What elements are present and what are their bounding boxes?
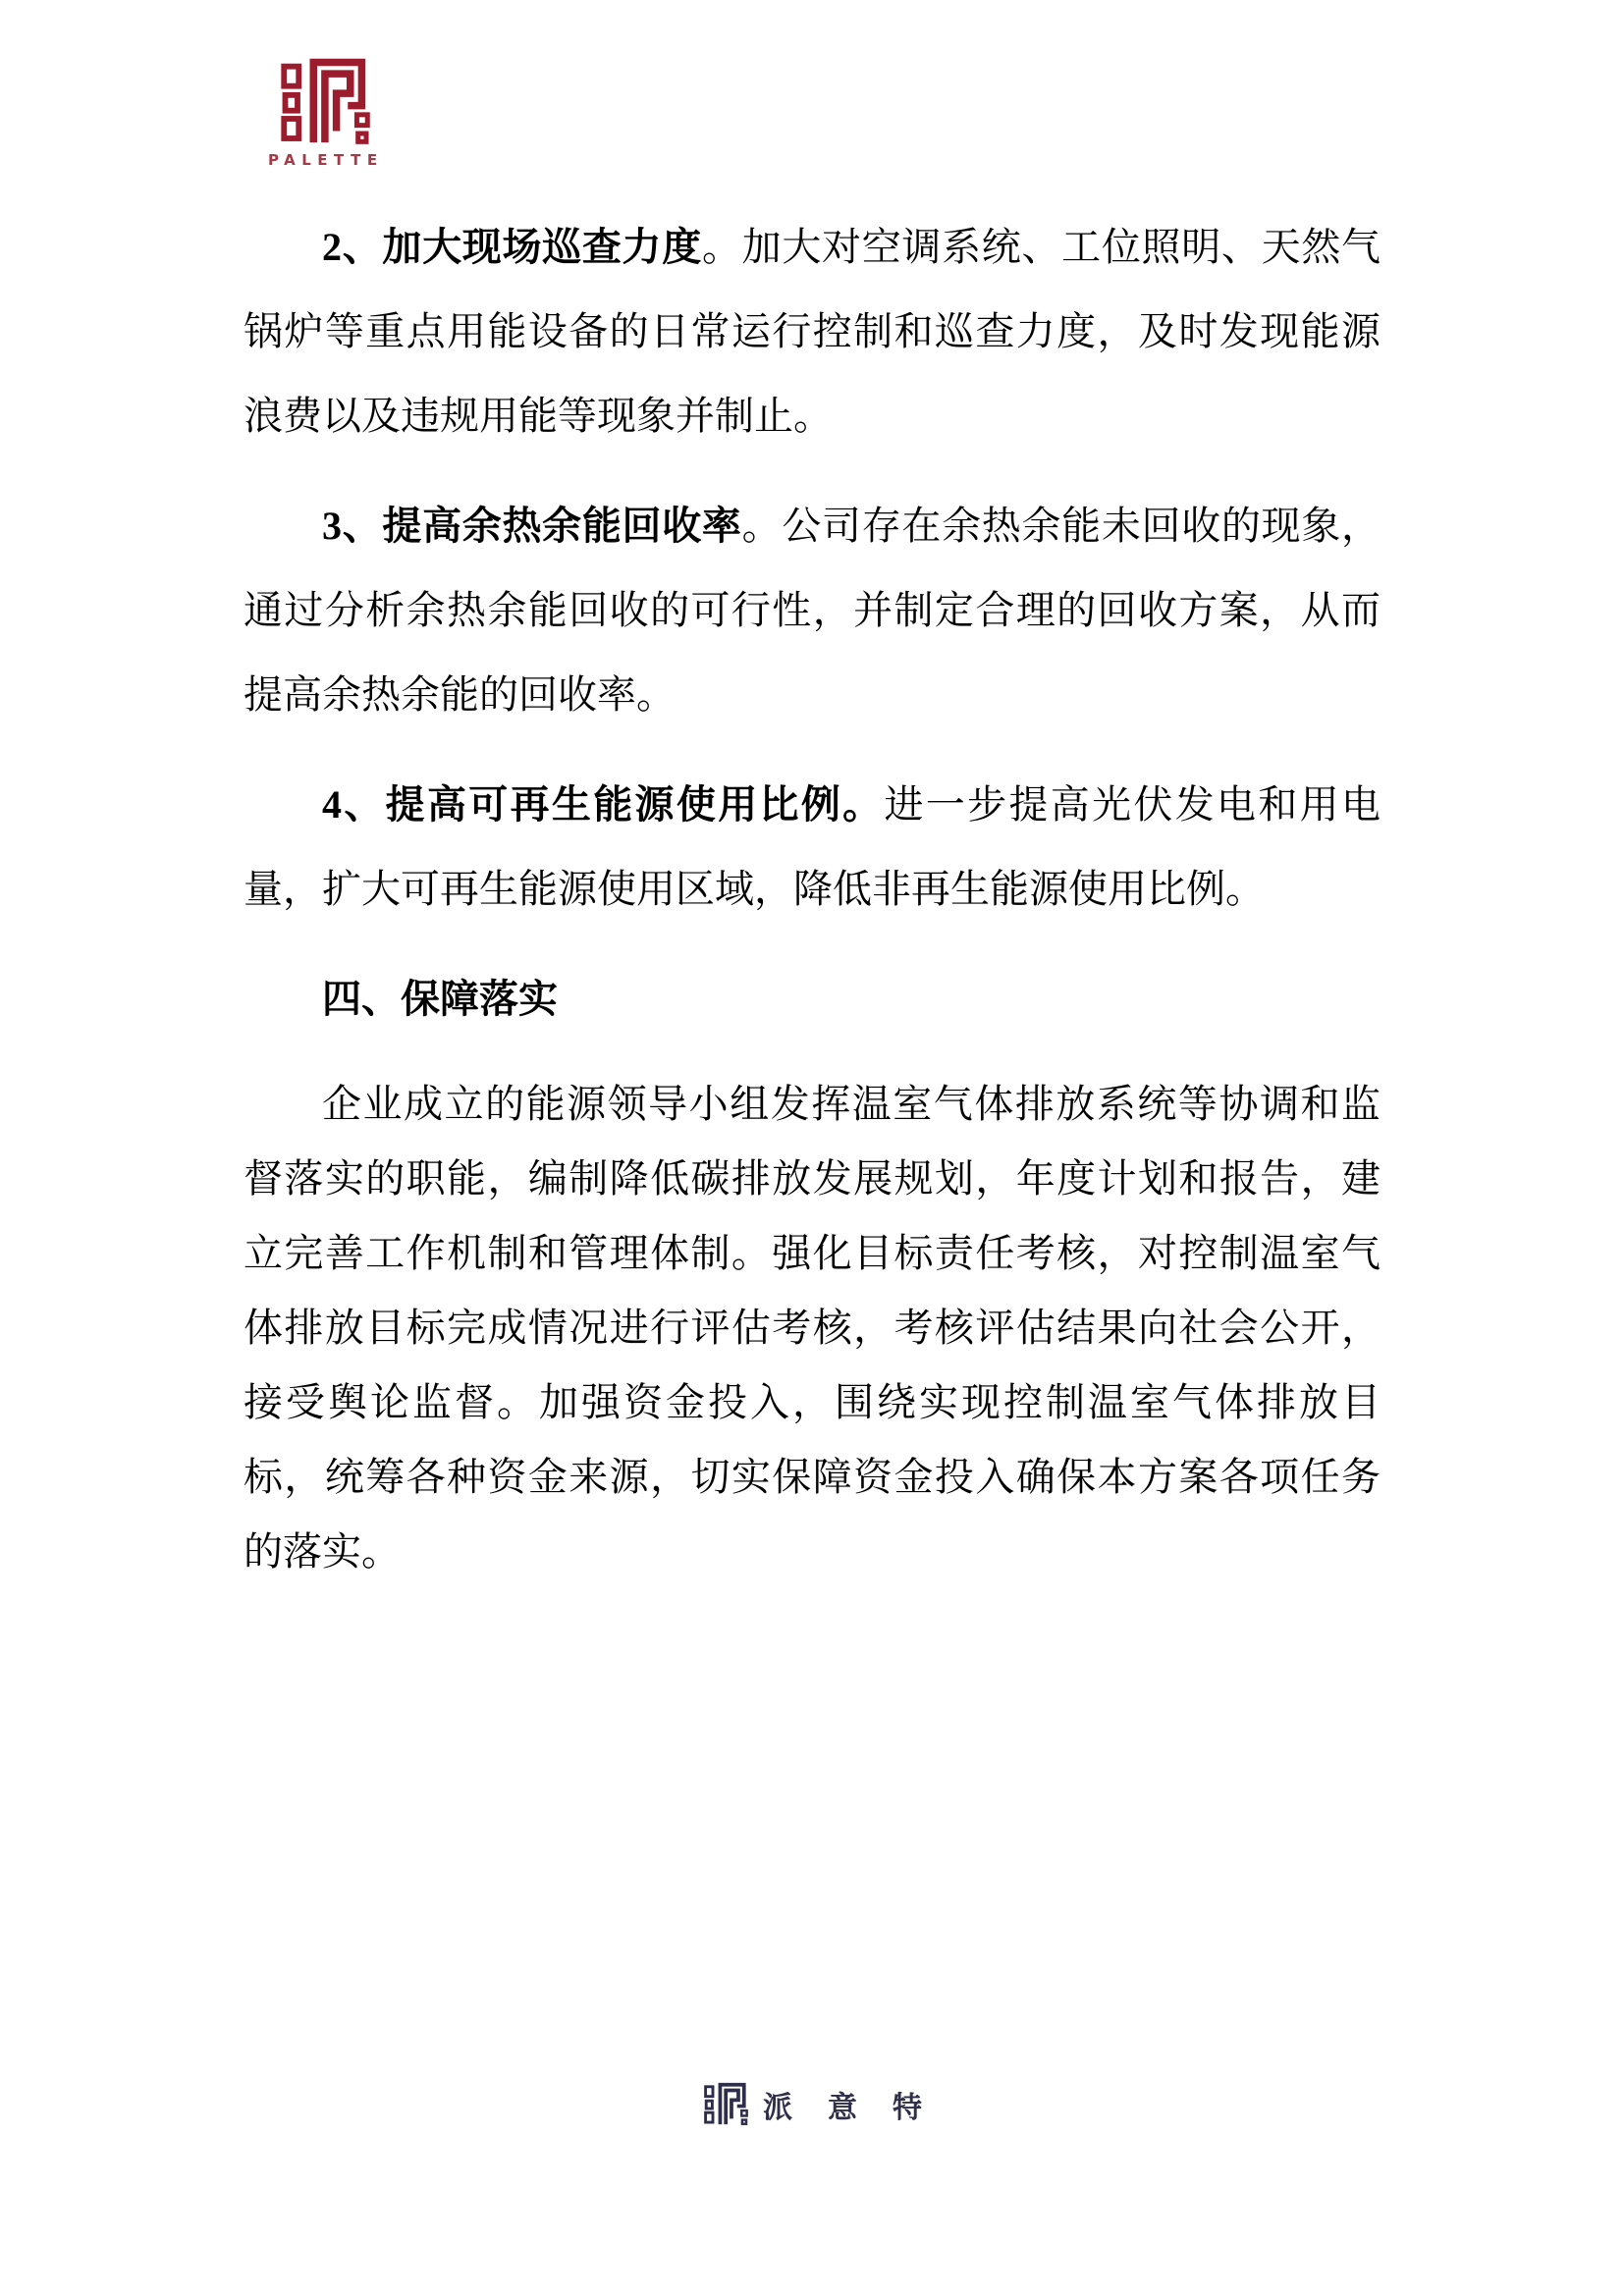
paragraph-text: 。加大对空调系统、工位照明、天然气锅炉等重点用能设备的日常运行控制和巡查力度，及时发现能源浪费以及违规用能等现象并制止。 [244,225,1381,438]
section-heading-safeguards: 四、保障落实 [322,977,558,1021]
paragraph-lead: 4、提高可再生能源使用比例。 [322,782,885,827]
paragraph-text: 。公司存在余热余能未回收的现象，通过分析余热余能回收的可行性，并制定合理的回收方案，从而提高余热余能的回收率。 [244,504,1381,717]
paiyite-logo-icon [702,2081,749,2127]
paragraph-site-inspection [244,205,1380,458]
closing-paragraph: 企业成立的能源领导小组发挥温室气体排放系统等协调和监督落实的职能，编制降低碳排放发展规划，年度计划和报告，建立完善工作机制和管理体制。强化目标责任考核，对控制温室气体排放目标完成情况进行评估考核，考核评估结果向社会公开，接受舆论监督。加强资金投入，围绕实现控制温室气体排放目标，统筹各种资金来源，切实保障资金投入确保本方案各项任务的落实。 [244,1082,1380,1574]
paragraph-renewable-energy [244,763,1380,932]
paragraph-lead: 3、提高余热余能回收率 [322,504,742,548]
palette-wordmark: PALETTE [268,151,384,169]
footer-brand [0,2081,1624,2127]
paragraph-lead: 2、加大现场巡查力度 [322,225,702,269]
paragraph-waste-heat-recovery [244,484,1380,737]
footer-brand-text: 派意特 [763,2091,957,2124]
paragraph-text: 进一步提高光伏发电和用电量，扩大可再生能源使用区域，降低非再生能源使用比例。 [244,782,1381,911]
document-body [244,0,1380,1615]
